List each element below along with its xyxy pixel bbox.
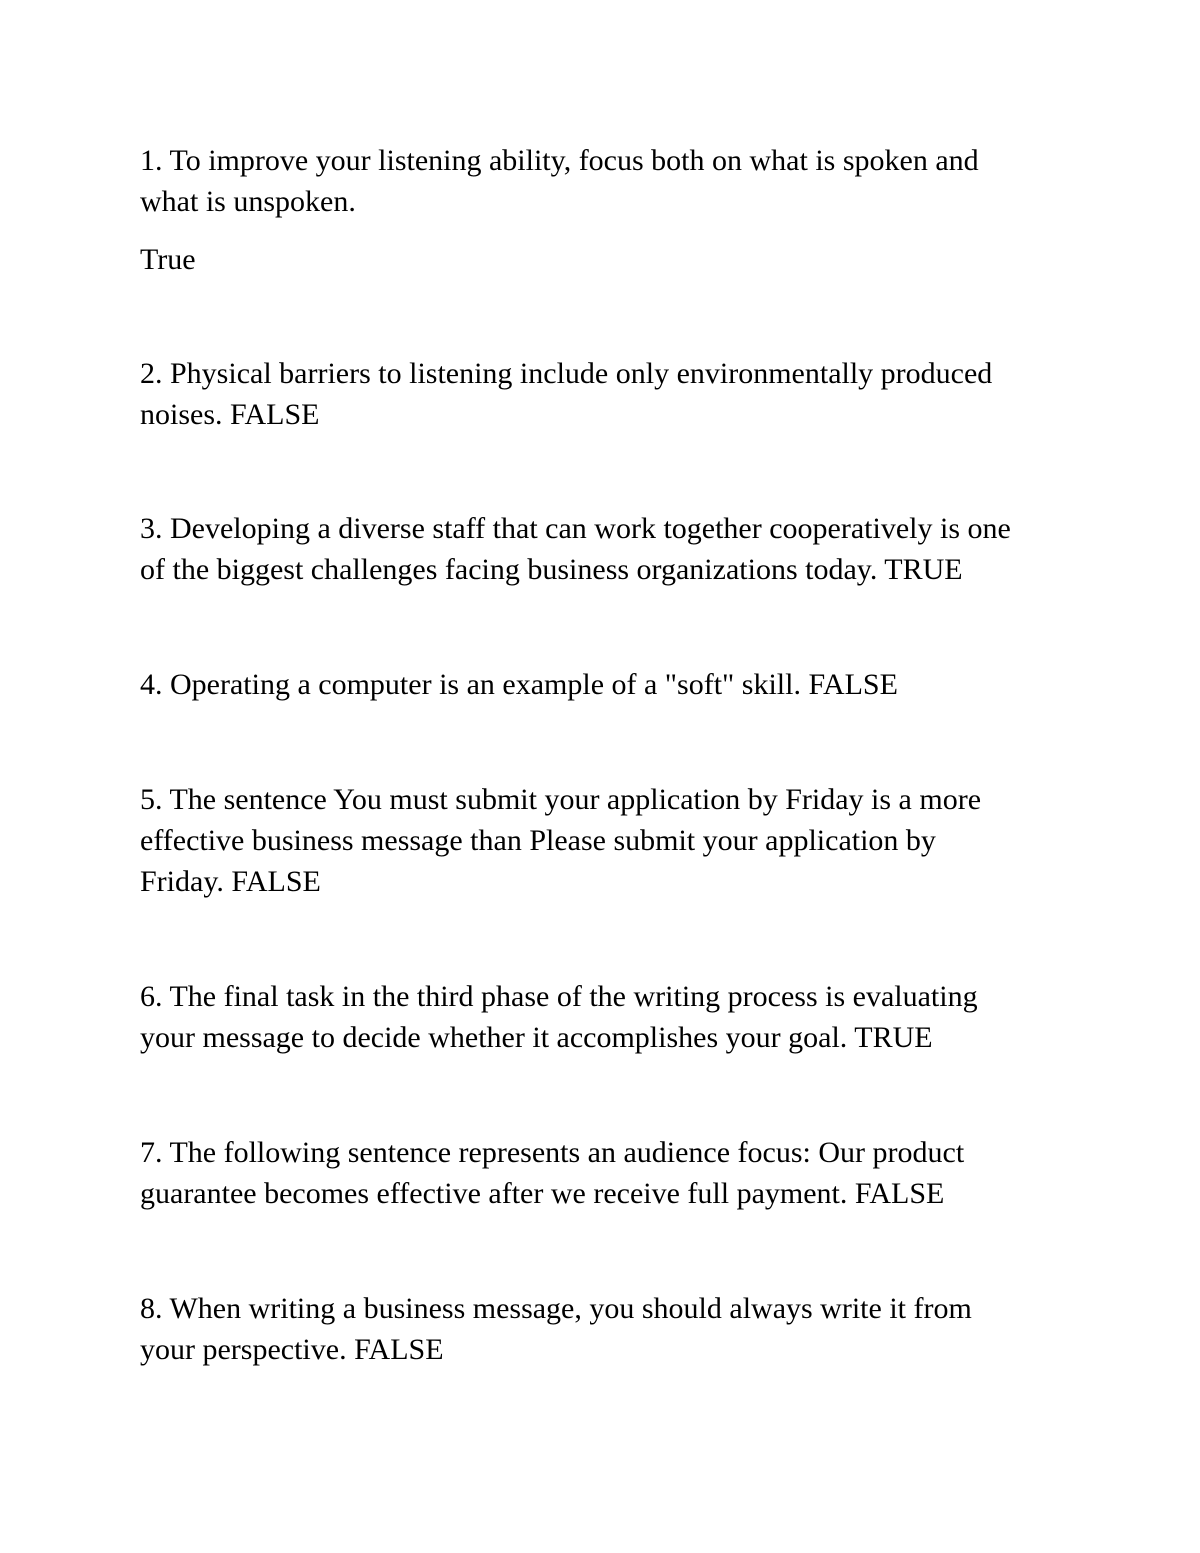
question-5-line-3: Friday. FALSE xyxy=(140,865,321,898)
question-1-line-1: 1. To improve your listening ability, focus both on what is spoken and xyxy=(140,144,979,177)
question-5-line-2: effective business message than Please submit your application by xyxy=(140,824,936,857)
question-2 xyxy=(140,353,1080,435)
question-6-line-1: 6. The final task in the third phase of the writing process is evaluating xyxy=(140,980,978,1013)
question-3-line-2: of the biggest challenges facing business organizations today. TRUE xyxy=(140,553,963,586)
question-7-line-2: guarantee becomes effective after we receive full payment. FALSE xyxy=(140,1177,945,1210)
question-8-line-1: 8. When writing a business message, you should always write it from xyxy=(140,1292,972,1325)
answer-1-line-1: True xyxy=(140,243,196,276)
question-7-line-1: 7. The following sentence represents an audience focus: Our product xyxy=(140,1136,965,1169)
question-6-line-2: your message to decide whether it accomplishes your goal. TRUE xyxy=(140,1021,933,1054)
question-4-line-1: 4. Operating a computer is an example of a "soft" skill. FALSE xyxy=(140,668,898,701)
question-8 xyxy=(140,1288,1080,1370)
question-7 xyxy=(140,1132,1080,1214)
question-6 xyxy=(140,976,1080,1058)
question-1 xyxy=(140,140,1080,222)
question-5-line-1: 5. The sentence You must submit your application by Friday is a more xyxy=(140,783,982,816)
answer-1 xyxy=(140,239,1080,280)
question-3 xyxy=(140,508,1080,590)
question-2-line-2: noises. FALSE xyxy=(140,398,320,431)
question-4 xyxy=(140,664,1080,705)
question-1-line-2: what is unspoken. xyxy=(140,185,356,218)
question-3-line-1: 3. Developing a diverse staff that can work together cooperatively is one xyxy=(140,512,1011,545)
question-5 xyxy=(140,779,1080,902)
question-2-line-1: 2. Physical barriers to listening include only environmentally produced xyxy=(140,357,993,390)
question-8-line-2: your perspective. FALSE xyxy=(140,1333,444,1366)
